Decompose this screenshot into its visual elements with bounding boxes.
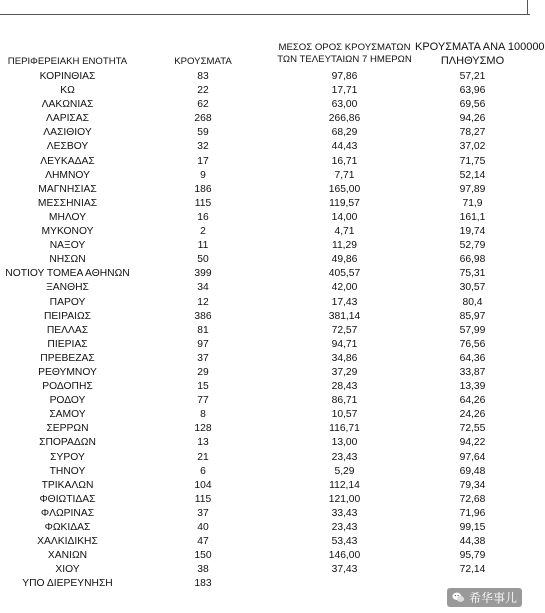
table-row [0, 338, 530, 352]
rate-cell: 24,26 [459, 409, 486, 421]
region-name-cell: ΛΕΥΚΑΔΑΣ [40, 155, 95, 167]
avg-cases-cell: 112,14 [329, 479, 360, 491]
header-cases: ΚΡΟΥΣΜΑΤΑ [174, 56, 232, 67]
rate-cell: 99,15 [459, 522, 486, 533]
region-name-cell: ΜΥΚΟΝΟΥ [41, 226, 94, 238]
table-row [0, 267, 530, 281]
region-name-cell: ΠΑΡΟΥ [49, 296, 86, 308]
data-table [0, 70, 530, 591]
table-row [0, 507, 530, 521]
table-row [0, 366, 530, 380]
avg-cases-cell: 13,00 [331, 437, 358, 449]
avg-cases-cell: 34,86 [331, 352, 358, 364]
region-name-cell: ΦΘΙΩΤΙΔΑΣ [39, 493, 96, 505]
rate-cell: 94,26 [459, 113, 486, 125]
region-name-cell: ΛΑΚΩΝΙΑΣ [41, 99, 94, 111]
region-name-cell: ΜΕΣΣΗΝΙΑΣ [37, 197, 98, 209]
cases-cell: 22 [197, 85, 209, 97]
avg-cases-cell: 37,43 [331, 564, 358, 576]
avg-cases-cell: 121,00 [328, 493, 361, 505]
cases-cell: 150 [194, 550, 212, 562]
region-name-cell: ΦΛΩΡΙΝΑΣ [40, 507, 95, 519]
region-name-cell: ΞΑΝΘΗΣ [46, 282, 89, 294]
cases-cell: 83 [197, 71, 209, 82]
region-name-cell: ΠΕΛΛΑΣ [46, 324, 89, 336]
rate-cell: 72,14 [459, 564, 486, 576]
table-row [0, 408, 530, 422]
table-row [0, 436, 530, 450]
table-row [0, 70, 530, 84]
right-border-line [527, 0, 528, 14]
rate-cell: 57,99 [459, 324, 486, 336]
avg-cases-cell: 17,71 [331, 85, 358, 97]
rate-cell: 95,79 [459, 550, 486, 562]
table-row [0, 352, 530, 366]
avg-cases-cell: 5,29 [334, 465, 355, 477]
header-avg-line1: ΜΕΣΟΣ ΟΡΟΣ ΚΡΟΥΣΜΑΤΩΝ [278, 42, 411, 53]
cases-cell: 97 [197, 338, 209, 350]
table-row [0, 296, 530, 310]
avg-cases-cell: 10,57 [331, 409, 358, 421]
table-row [0, 394, 530, 408]
cases-cell: 37 [197, 352, 209, 364]
region-name-cell: ΣΠΟΡΑΔΩΝ [39, 437, 96, 449]
cases-cell: 47 [197, 536, 209, 548]
rate-cell: 66,98 [459, 254, 486, 266]
avg-cases-cell: 63,00 [331, 99, 358, 111]
region-name-cell: ΡΟΔΟΥ [49, 395, 86, 407]
rate-cell: 13,39 [459, 381, 486, 393]
region-name-cell: ΧΑΝΙΩΝ [47, 550, 88, 562]
avg-cases-cell: 28,43 [331, 381, 358, 393]
region-name-cell: ΠΡΕΒΕΖΑΣ [40, 352, 95, 364]
region-name-cell: ΡΕΘΥΜΝΟΥ [38, 366, 97, 378]
region-name-cell: ΣΕΡΡΩΝ [46, 423, 89, 435]
cases-cell: 9 [200, 169, 206, 181]
rate-cell: 37,02 [459, 141, 486, 153]
rate-cell: 72,55 [459, 423, 486, 435]
rate-cell: 64,36 [459, 352, 486, 364]
rate-cell: 80,4 [462, 296, 483, 308]
table-row [0, 183, 530, 197]
region-name-cell: ΝΟΤΙΟΥ ΤΟΜΕΑ ΑΘΗΝΩΝ [5, 268, 130, 280]
table-row [0, 126, 530, 140]
region-name-cell: ΧΑΛΚΙΔΙΚΗΣ [37, 536, 98, 548]
avg-cases-cell: 119,57 [329, 197, 360, 209]
table-row [0, 155, 530, 169]
region-name-cell: ΧΙΟΥ [55, 564, 80, 576]
table-row [0, 140, 530, 154]
cases-cell: 37 [197, 507, 209, 519]
top-border-line [0, 14, 530, 15]
table-row [0, 451, 530, 465]
region-name-cell: ΤΡΙΚΑΛΩΝ [41, 479, 94, 491]
header-rate-line1: ΚΡΟΥΣΜΑΤΑ ΑΝΑ 100000 [415, 41, 545, 53]
cases-cell: 77 [197, 395, 209, 407]
table-row [0, 465, 530, 479]
rate-cell: 71,75 [459, 155, 486, 167]
table-row [0, 324, 530, 338]
rate-cell: 57,21 [459, 71, 486, 82]
region-name-cell: ΡΟΔΟΠΗΣ [42, 381, 93, 393]
table-row [0, 521, 530, 535]
cases-cell: 399 [194, 268, 212, 280]
table-row [0, 493, 530, 507]
region-name-cell: ΚΟΡΙΝΘΙΑΣ [39, 71, 96, 82]
watermark [447, 588, 522, 607]
cases-cell: 40 [197, 522, 209, 533]
rate-cell: 97,89 [459, 183, 486, 195]
region-name-cell: ΠΕΙΡΑΙΩΣ [43, 310, 92, 322]
cases-cell: 13 [197, 437, 209, 449]
cases-cell: 128 [194, 423, 212, 435]
table-row [0, 197, 530, 211]
cases-cell: 186 [194, 183, 212, 195]
cases-cell: 81 [197, 324, 209, 336]
avg-cases-cell: 17,43 [331, 296, 358, 308]
avg-cases-cell: 405,57 [328, 268, 361, 280]
cases-cell: 115 [194, 197, 212, 209]
cases-cell: 8 [200, 409, 206, 421]
cases-cell: 2 [200, 226, 206, 238]
rate-cell: 161,1 [459, 211, 486, 223]
avg-cases-cell: 146,00 [328, 550, 361, 562]
cases-cell: 6 [200, 465, 206, 477]
avg-cases-cell: 381,14 [328, 310, 361, 322]
rate-cell: 52,14 [459, 169, 486, 181]
cases-cell: 29 [197, 366, 209, 378]
rate-cell: 69,56 [459, 99, 486, 111]
avg-cases-cell: 23,43 [331, 522, 358, 533]
avg-cases-cell: 266,86 [328, 113, 361, 125]
region-name-cell: ΜΑΓΝΗΣΙΑΣ [38, 183, 97, 195]
avg-cases-cell: 37,29 [331, 366, 358, 378]
cases-cell: 115 [194, 493, 212, 505]
cases-cell: 16 [197, 211, 209, 223]
cases-cell: 12 [197, 296, 209, 308]
region-name-cell: ΥΠΟ ΔΙΕΡΕΥΝΗΣΗ [22, 578, 113, 590]
region-name-cell: ΝΗΣΩΝ [49, 254, 86, 266]
avg-cases-cell: 49,86 [331, 254, 358, 266]
cases-cell: 62 [197, 99, 209, 111]
rate-cell: 97,64 [459, 451, 486, 463]
rate-cell: 71,9 [462, 197, 483, 209]
cases-cell: 183 [194, 578, 212, 590]
rate-cell: 79,34 [459, 479, 486, 491]
header-region: ΠΕΡΙΦΕΡΕΙΑΚΗ ΕΝΟΤΗΤΑ [7, 56, 128, 67]
table-row [0, 211, 530, 225]
avg-cases-cell: 14,00 [331, 211, 358, 223]
region-name-cell: ΣΥΡΟΥ [50, 451, 85, 463]
cases-cell: 38 [197, 564, 209, 576]
cases-cell: 34 [197, 282, 209, 294]
avg-cases-cell: 23,43 [331, 451, 358, 463]
rate-cell: 52,79 [459, 240, 486, 252]
cases-cell: 104 [194, 479, 212, 491]
cases-cell: 17 [197, 155, 209, 167]
rate-cell: 76,56 [459, 338, 486, 350]
rate-cell: 78,27 [459, 127, 486, 139]
cases-cell: 21 [197, 451, 209, 463]
rate-cell: 71,96 [459, 507, 486, 519]
table-row [0, 98, 530, 112]
rate-cell: 75,31 [459, 268, 486, 280]
avg-cases-cell: 16,71 [331, 155, 358, 167]
rate-cell: 72,68 [459, 493, 486, 505]
avg-cases-cell: 4,71 [334, 226, 355, 238]
avg-cases-cell: 7,71 [334, 169, 355, 181]
region-name-cell: ΛΑΣΙΘΙΟΥ [43, 127, 92, 139]
header-avg-line2: ΤΩΝ ΤΕΛΕΥΤΑΙΩΝ 7 ΗΜΕΡΩΝ [277, 54, 412, 65]
region-name-cell: ΚΩ [60, 85, 75, 97]
avg-cases-cell: 11,29 [331, 240, 357, 252]
table-row [0, 169, 530, 183]
table-row [0, 380, 530, 394]
region-name-cell: ΦΩΚΙΔΑΣ [44, 522, 91, 533]
avg-cases-cell: 72,57 [331, 324, 358, 336]
table-row [0, 563, 530, 577]
table-row [0, 281, 530, 295]
avg-cases-cell: 44,43 [331, 141, 358, 153]
rate-cell: 94,22 [459, 437, 486, 449]
table-row [0, 112, 530, 126]
table-row [0, 239, 530, 253]
rate-cell: 30,57 [459, 282, 486, 294]
cases-cell: 386 [194, 310, 212, 322]
cases-cell: 59 [197, 127, 209, 139]
table-row [0, 84, 530, 98]
cases-cell: 32 [197, 141, 209, 153]
rate-cell: 69,48 [459, 465, 486, 477]
region-name-cell: ΝΑΞΟΥ [49, 240, 86, 252]
cases-cell: 268 [194, 113, 212, 125]
avg-cases-cell: 42,00 [331, 282, 358, 294]
rate-cell: 85,97 [459, 310, 486, 322]
table-row [0, 535, 530, 549]
rate-cell: 19,74 [459, 226, 486, 238]
rate-cell: 64,26 [459, 395, 486, 407]
header-rate-line2: ΠΛΗΘΥΣΜΟ [440, 55, 505, 67]
avg-cases-cell: 86,71 [331, 395, 358, 407]
avg-cases-cell: 53,43 [331, 536, 358, 548]
watermark-text: 希华事儿 [468, 591, 517, 605]
avg-cases-cell: 165,00 [328, 183, 361, 195]
avg-cases-cell: 94,71 [331, 338, 358, 350]
table-row [0, 253, 530, 267]
avg-cases-cell: 33,43 [331, 507, 358, 519]
table-row [0, 549, 530, 563]
rate-cell: 63,96 [459, 85, 486, 97]
table-row [0, 422, 530, 436]
avg-cases-cell: 68,29 [331, 127, 358, 139]
cases-cell: 15 [197, 381, 209, 393]
rate-cell: 33,87 [459, 366, 486, 378]
region-name-cell: ΛΗΜΝΟΥ [45, 169, 90, 181]
table-row [0, 310, 530, 324]
region-name-cell: ΛΕΣΒΟΥ [46, 141, 89, 153]
avg-cases-cell: 116,71 [329, 423, 360, 435]
region-name-cell: ΠΙΕΡΙΑΣ [47, 338, 88, 350]
region-name-cell: ΜΗΛΟΥ [48, 211, 87, 223]
cases-cell: 11 [197, 240, 209, 252]
region-name-cell: ΛΑΡΙΣΑΣ [45, 113, 90, 125]
wechat-icon [452, 591, 465, 604]
table-row [0, 225, 530, 239]
avg-cases-cell: 97,86 [331, 71, 358, 82]
rate-cell: 44,38 [459, 536, 486, 548]
region-name-cell: ΣΑΜΟΥ [49, 409, 86, 421]
cases-cell: 50 [197, 254, 209, 266]
table-row [0, 479, 530, 493]
region-name-cell: ΤΗΝΟΥ [49, 465, 86, 477]
